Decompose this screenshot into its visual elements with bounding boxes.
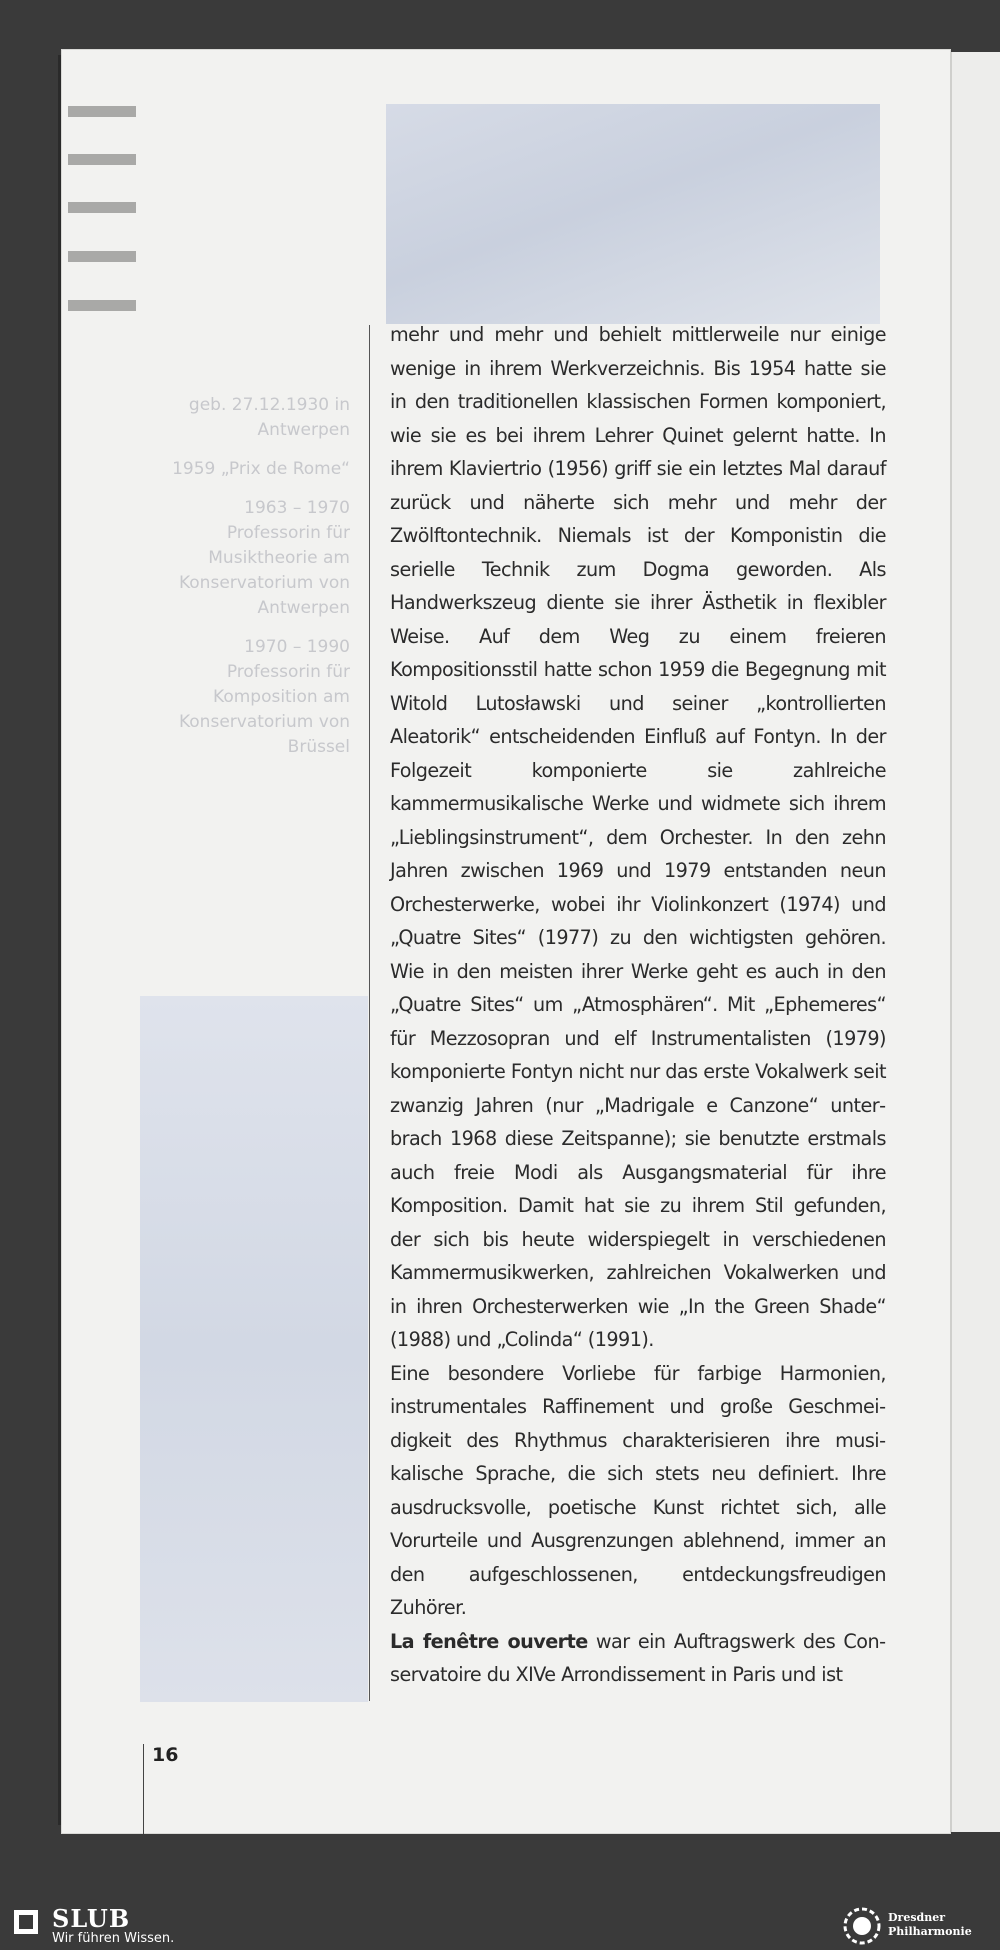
slub-logo-icon xyxy=(14,1910,38,1934)
faded-photo-top xyxy=(386,104,880,324)
decorative-stripe xyxy=(68,300,136,311)
birth-note: geb. 27.12.1930 in Antwerpen xyxy=(188,395,350,440)
philharmonie-name xyxy=(888,1911,972,1939)
page-number: 16 xyxy=(152,1744,179,1766)
page-number-rule xyxy=(143,1744,144,1834)
decorative-stripe xyxy=(68,154,136,165)
column-rule xyxy=(369,325,370,1701)
body-paragraph-1: mehr und mehr und behielt mittlerweile nur einige wenige in ihrem Werkverzeichnis. Bis 1954 hatte sie in den traditionellen klassischen Formen komponiert, wie sie es bei ihrem Lehrer Quinet gelernt hatte. In ihrem Klaviertrio (1956) griff sie ein letztes Mal darauf zurück und näherte sich mehr und mehr der Zwölftontechnik. Niemals ist der Komponistin die serielle Technik zum Dogma geworden. Als Handwerkszeug diente sie ihrer Ästhetik in flexibler Weise. Auf dem Weg zu einem freieren Kompositionsstil hatte schon 1959 die Begegnung mit Witold Lutosławski und seiner „kontrollierten Aleatorik“ entscheidenden Einfluß auf Fontyn. In der Folgezeit komponierte sie zahlreiche kammermusikalische Werke und widmete sich ihrem „Lieblingsinstrument“, dem Orchester. In den zehn Jahren zwischen 1969 und 1979 entstanden neun Orchesterwerke, wobei ihr Violinkonzert (1974) und „Quatre Sites“ (1977) zu den wichtigsten gehören. Wie in den meisten ihrer Werke geht es auch in den „Quatre Sites“ um „Atmosphären“. Mit „Ephemeres“ für Mezzosopran und elf Instrumentalisten (1979) komponierte Fontyn nicht nur das erste Vokalwerk seit zwanzig Jahren (nur „Madrigale e Canzone“ unterbrach 1968 diese Zeitspanne); sie benutzte erstmals auch freie Modi als Ausgangsmaterial für ihre Komposition. Damit hat sie zu ihrem Stil gefunden, der sich bis heute widerspiegelt in verschiedenen Kammermusikwerken, zahlreichen Vokalwerken und in ihren Orchesterwerken wie „In the Green Shade“ (1988) und „Colinda“ (1991). xyxy=(390,323,886,1351)
body-paragraph-3-text: war ein Auftragswerk des Conservatoire du XIVe Arrondissement in Paris und ist xyxy=(390,1629,887,1686)
philharmonie-logo-icon xyxy=(842,1906,882,1946)
biography-margin-note xyxy=(150,393,350,774)
slub-name: SLUB xyxy=(52,1904,131,1933)
decorative-stripe xyxy=(68,106,136,117)
footer-bar xyxy=(0,1900,1000,1950)
faded-photo-left xyxy=(140,996,368,1702)
body-paragraph-2: Eine besondere Vorliebe für farbige Harmonien, instrumentales Raffinement und große Geschmeidigkeit des Rhythmus charakterisieren ihre musikalische Sprache, die sich stets neu definiert. Ihre ausdrucksvolle, poetische Kunst richtet sich, alle Vorurteile und Ausgrenzungen ablehnend, immer an den aufgeschlossenen, entdeckungsfreudigen Zuhörer. xyxy=(390,1361,886,1619)
philharmonie-line-2: Philharmonie xyxy=(888,1925,972,1938)
body-paragraph-3 xyxy=(390,1625,886,1692)
decorative-stripe xyxy=(68,251,136,262)
decorative-stripe xyxy=(68,202,136,213)
slub-tagline: Wir führen Wissen. xyxy=(52,1931,175,1946)
work-title: La fenêtre ouverte xyxy=(390,1629,588,1653)
prize-note: 1959 „Prix de Rome“ xyxy=(172,459,350,479)
main-text-column xyxy=(390,318,886,1692)
next-page-edge xyxy=(950,52,1000,1832)
philharmonie-line-1: Dresdner xyxy=(888,1911,946,1924)
professorship-note-1: 1963 – 1970 Professorin für Musiktheorie am Konservatorium von Antwerpen xyxy=(178,498,350,618)
professorship-note-2: 1970 – 1990 Professorin für Komposition am Konservatorium von Brüssel xyxy=(178,637,350,757)
